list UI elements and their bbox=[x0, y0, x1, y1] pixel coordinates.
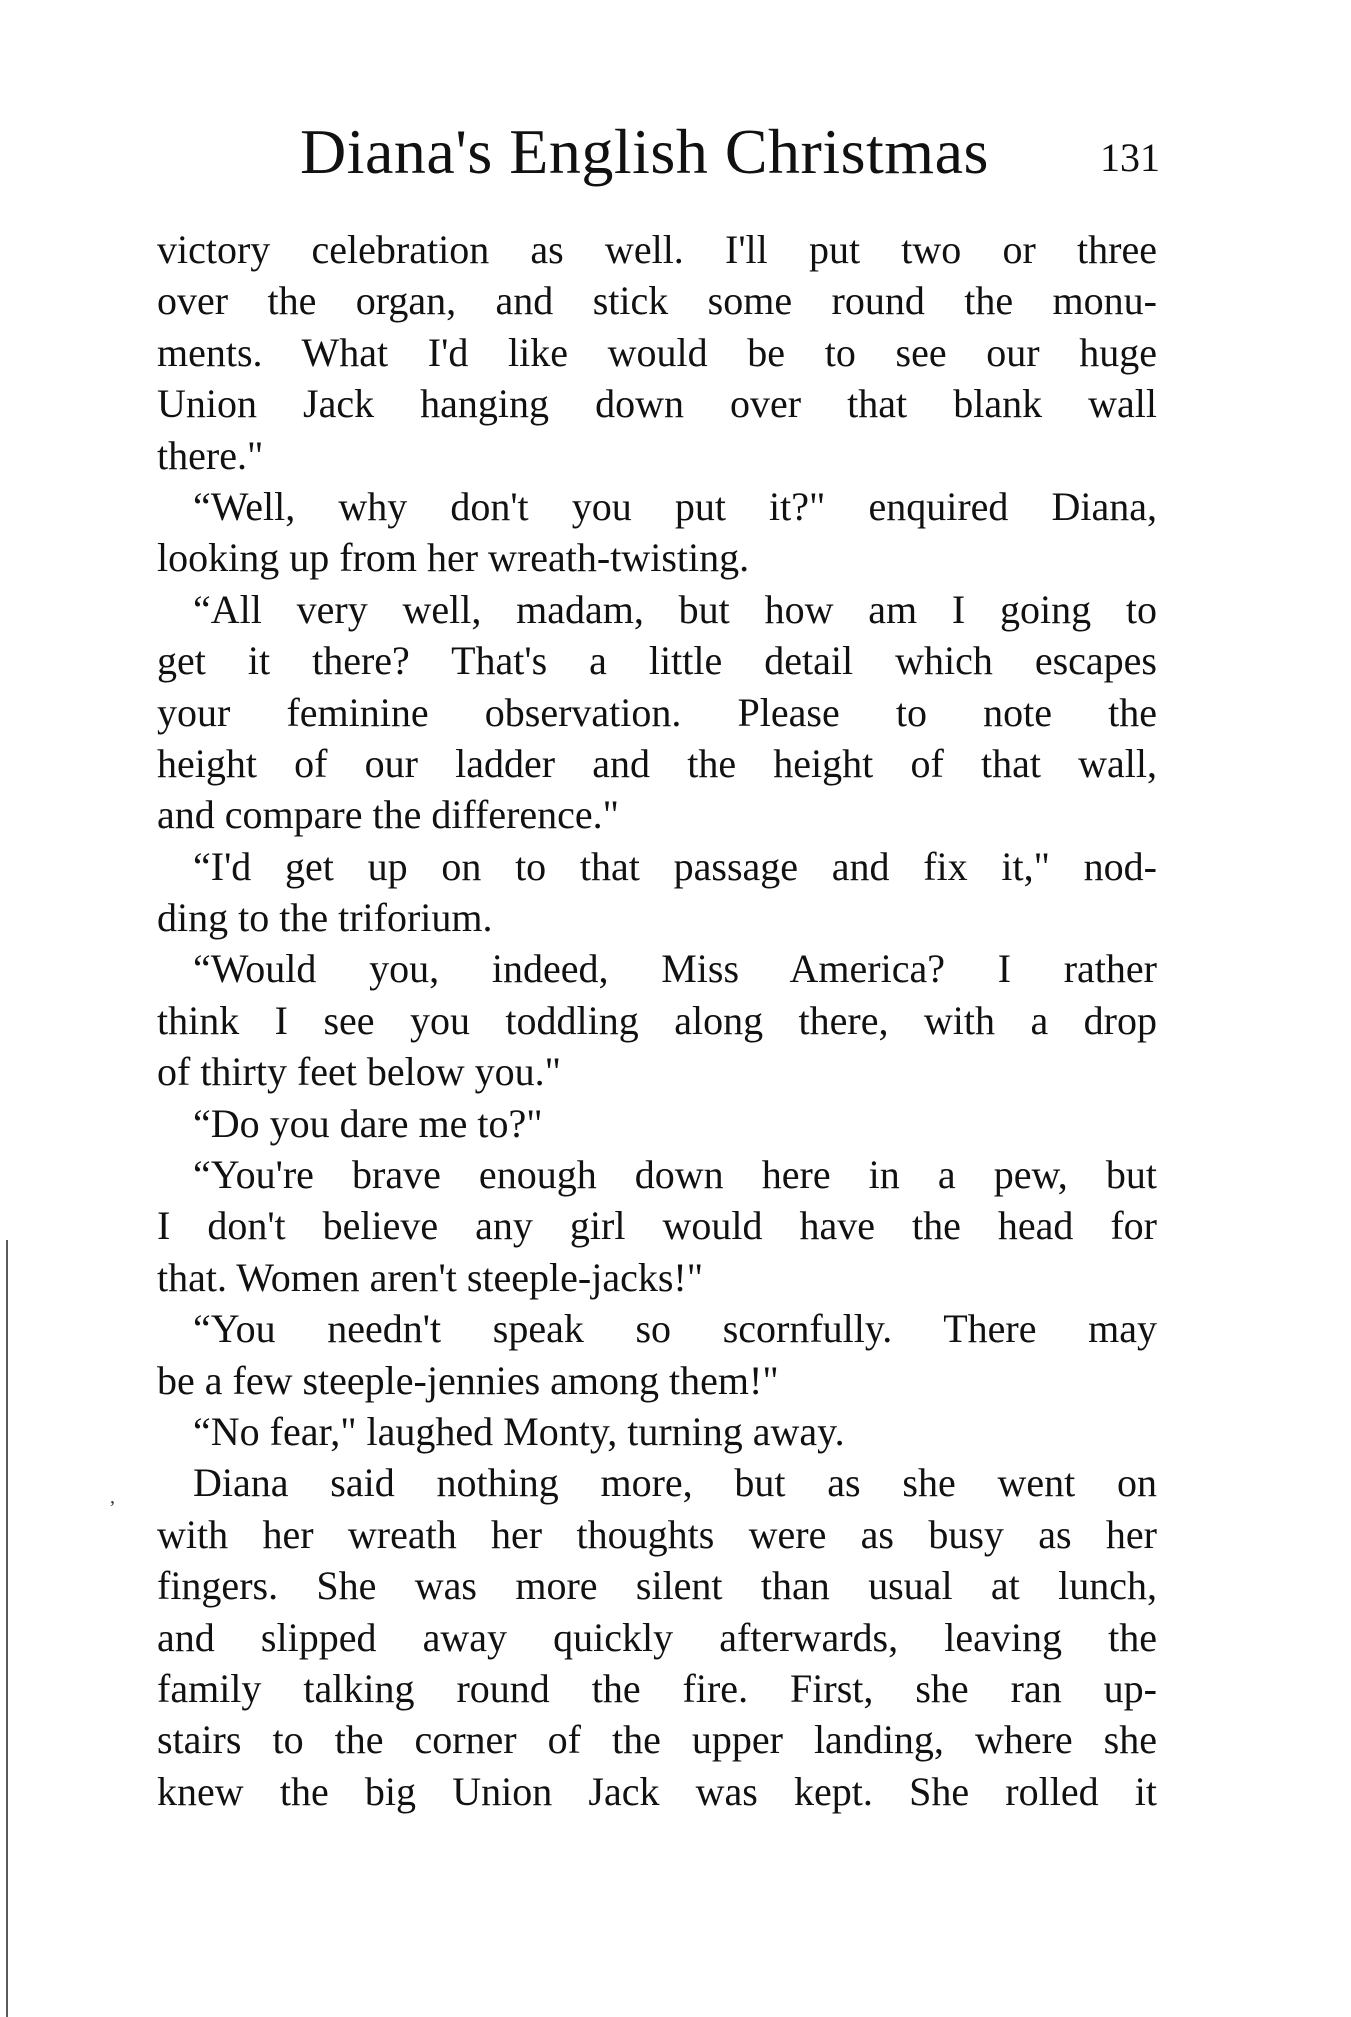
stray-mark: , bbox=[110, 1486, 115, 1508]
text-line: “Do you dare me to?" bbox=[193, 1100, 543, 1146]
text-line: “You're brave enough down here in a pew, but bbox=[193, 1152, 1157, 1198]
body-text bbox=[157, 224, 1157, 1817]
text-line: “Would you, indeed, Miss America? I rather bbox=[193, 946, 1157, 992]
text-line: “You needn't speak so scornfully. There may bbox=[193, 1306, 1157, 1352]
text-line: be a few steeple-jennies among them!" bbox=[157, 1357, 779, 1403]
text-line: and slipped away quickly afterwards, leaving the bbox=[157, 1614, 1157, 1660]
text-line: that. Women aren't steeple-jacks!" bbox=[157, 1254, 704, 1300]
text-line: fingers. She was more silent than usual at lunch, bbox=[157, 1563, 1157, 1609]
text-line: ments. What I'd like would be to see our huge bbox=[157, 329, 1157, 375]
text-line: looking up from her wreath-twisting. bbox=[157, 535, 750, 581]
text-line: Diana said nothing more, but as she went on bbox=[193, 1460, 1157, 1506]
text-line: victory celebration as well. I'll put two or three bbox=[157, 227, 1157, 272]
page-header bbox=[300, 112, 1160, 192]
running-title: Diana's English Christmas bbox=[300, 116, 989, 187]
text-line: “No fear," laughed Monty, turning away. bbox=[193, 1408, 845, 1454]
text-line: get it there? That's a little detail which escapes bbox=[157, 638, 1157, 684]
text-line: family talking round the fire. First, she ran up- bbox=[157, 1665, 1157, 1711]
text-line: ding to the triforium. bbox=[157, 895, 493, 941]
text-line: “Well, why don't you put it?" enquired Diana, bbox=[193, 483, 1157, 529]
text-line: think I see you toddling along there, with a drop bbox=[157, 997, 1157, 1043]
text-line: your feminine observation. Please to note the bbox=[157, 689, 1157, 735]
text-line: of thirty feet below you." bbox=[157, 1049, 562, 1095]
text-line: with her wreath her thoughts were as busy as her bbox=[157, 1511, 1157, 1557]
text-line: and compare the difference." bbox=[157, 792, 620, 838]
text-line: there." bbox=[157, 432, 264, 478]
scan-edge-line bbox=[6, 1240, 8, 2017]
text-line: stairs to the corner of the upper landing, where she bbox=[157, 1717, 1157, 1763]
text-line: I don't believe any girl would have the head for bbox=[157, 1203, 1157, 1249]
page-number: 131 bbox=[1100, 135, 1160, 180]
text-line: “All very well, madam, but how am I going to bbox=[193, 586, 1157, 632]
text-line: Union Jack hanging down over that blank wall bbox=[157, 381, 1157, 427]
text-line: over the organ, and stick some round the monu- bbox=[157, 278, 1157, 324]
text-line: height of our ladder and the height of that wall, bbox=[157, 740, 1157, 786]
text-line: “I'd get up on to that passage and fix it," nod- bbox=[193, 843, 1157, 889]
text-line: knew the big Union Jack was kept. She rolled it bbox=[157, 1768, 1157, 1814]
